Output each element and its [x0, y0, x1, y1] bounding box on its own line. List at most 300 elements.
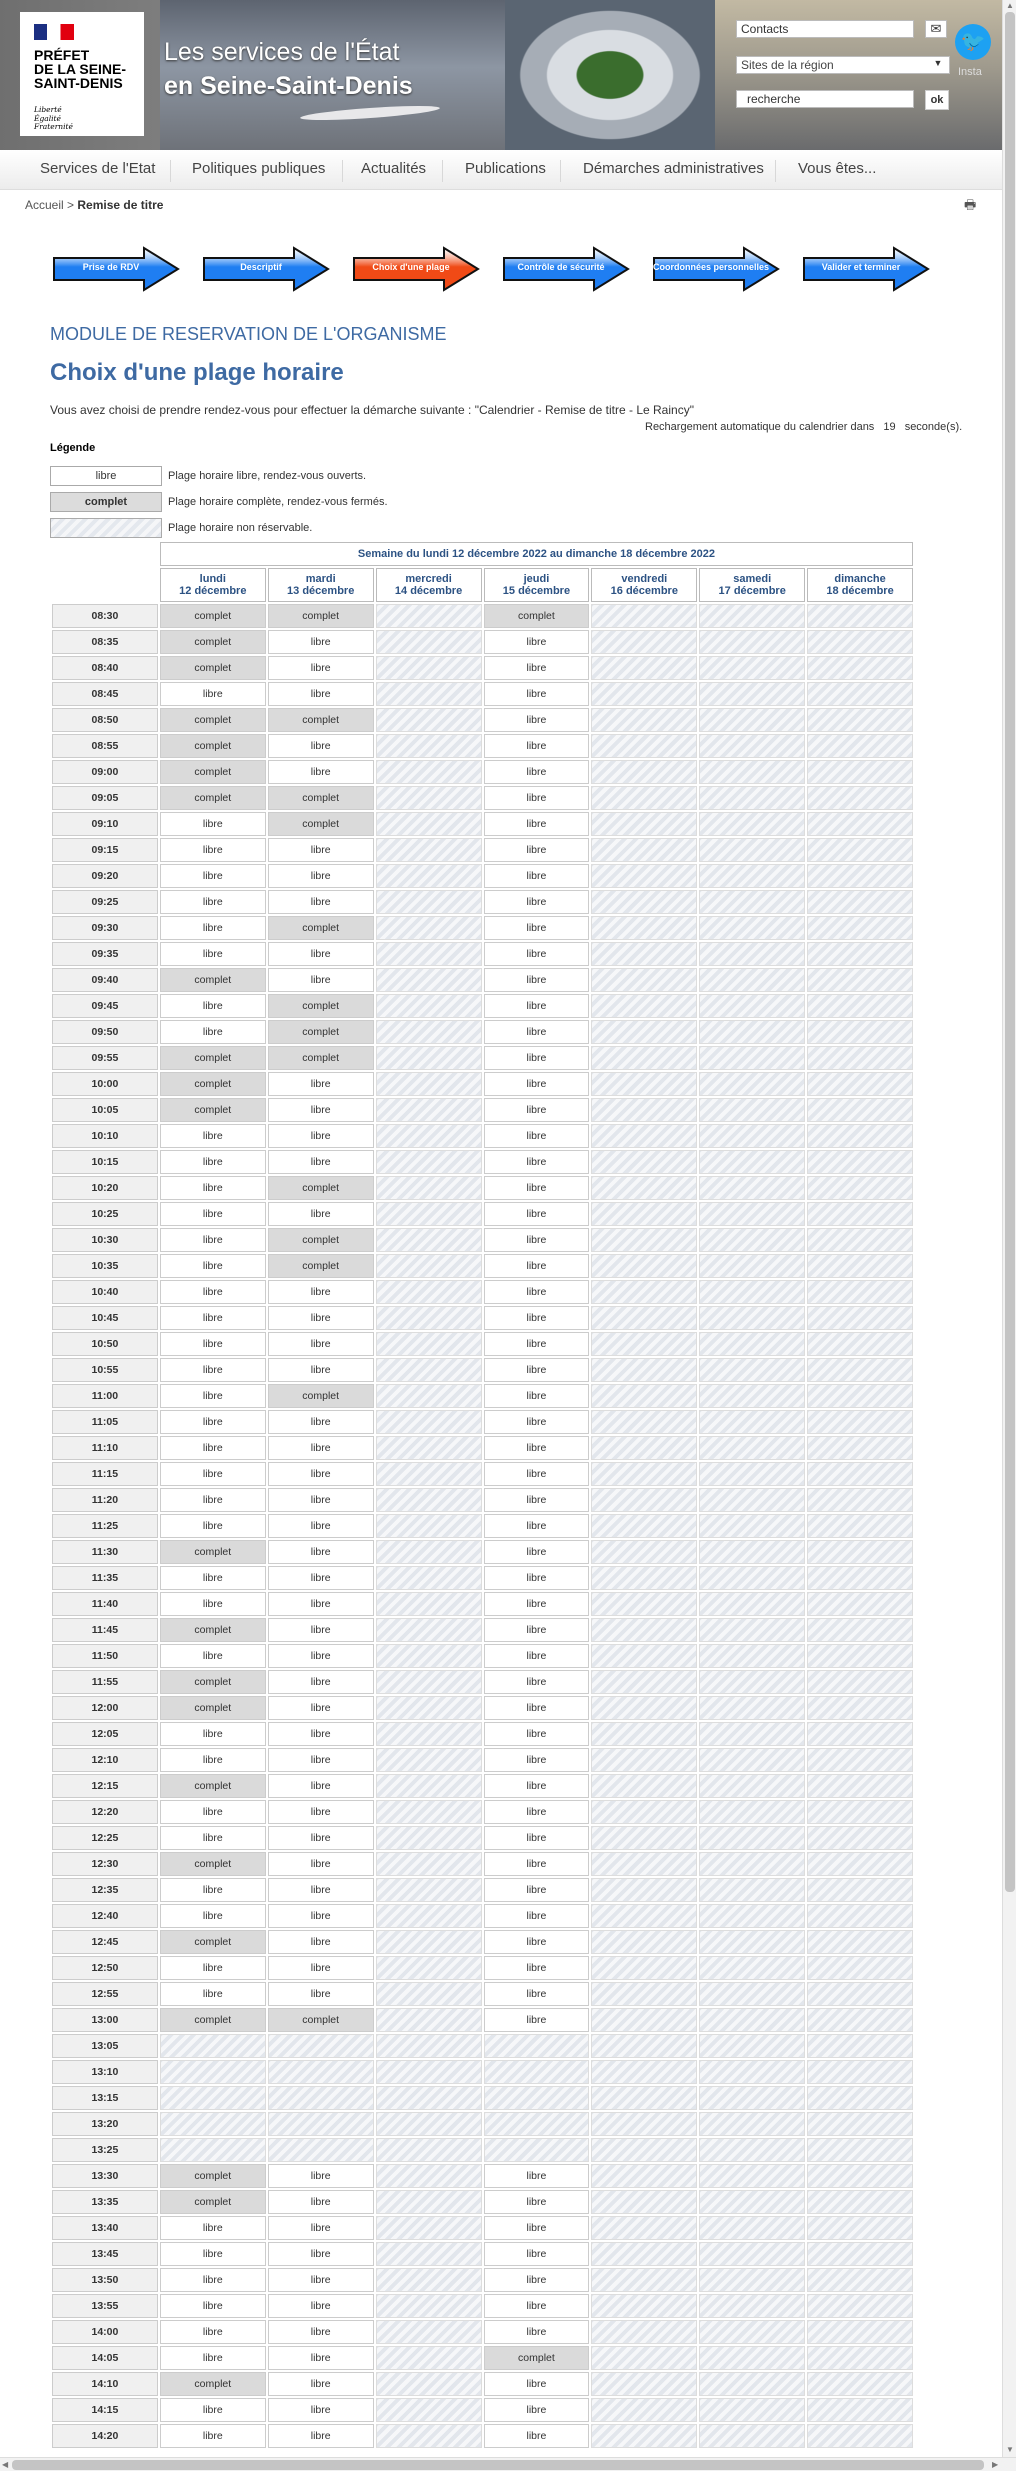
- slot-free[interactable]: libre: [268, 1904, 374, 1928]
- slot-full: complet: [160, 1774, 266, 1798]
- slot-free[interactable]: libre: [268, 1826, 374, 1850]
- slot-free[interactable]: libre: [268, 2346, 374, 2370]
- time-label: 11:40: [52, 1592, 158, 1616]
- time-label: 11:50: [52, 1644, 158, 1668]
- slot-unavailable: [376, 1774, 482, 1798]
- slot-free[interactable]: libre: [160, 994, 266, 1018]
- slot-unavailable: [376, 1098, 482, 1122]
- table-row: [52, 2424, 913, 2448]
- slot-unavailable: [376, 1176, 482, 1200]
- nav-item-vous-etes[interactable]: Vous êtes...: [798, 160, 877, 177]
- slot-free[interactable]: libre: [160, 1436, 266, 1460]
- scroll-left-icon[interactable]: ◀: [2, 2460, 9, 2469]
- slot-free[interactable]: libre: [160, 1358, 266, 1382]
- slot-free[interactable]: libre: [484, 1462, 590, 1486]
- horizontal-scrollbar[interactable]: [0, 2457, 1016, 2471]
- slot-full: complet: [268, 812, 374, 836]
- slot-free[interactable]: libre: [268, 1982, 374, 2006]
- slot-free[interactable]: libre: [268, 864, 374, 888]
- slot-unavailable: [807, 760, 913, 784]
- prefecture-logo[interactable]: [20, 12, 144, 136]
- slot-free[interactable]: libre: [160, 1306, 266, 1330]
- slot-free[interactable]: libre: [484, 1150, 590, 1174]
- slot-free[interactable]: libre: [484, 656, 590, 680]
- slot-free[interactable]: libre: [484, 838, 590, 862]
- slot-free[interactable]: libre: [268, 1930, 374, 1954]
- slot-free[interactable]: libre: [268, 890, 374, 914]
- slot-free[interactable]: libre: [268, 2164, 374, 2188]
- slot-unavailable: [699, 1332, 805, 1356]
- slot-free[interactable]: libre: [268, 1150, 374, 1174]
- slot-free[interactable]: libre: [484, 890, 590, 914]
- nav-item-services[interactable]: Services de l'Etat: [40, 160, 156, 177]
- slot-free[interactable]: libre: [484, 1566, 590, 1590]
- slot-free[interactable]: libre: [268, 1878, 374, 1902]
- slot-unavailable: [376, 1228, 482, 1252]
- slot-free[interactable]: libre: [268, 630, 374, 654]
- slot-unavailable: [160, 2138, 266, 2162]
- slot-unavailable: [591, 1176, 697, 1200]
- slot-free[interactable]: libre: [268, 1592, 374, 1616]
- slot-free[interactable]: libre: [268, 1124, 374, 1148]
- slot-free[interactable]: libre: [484, 1358, 590, 1382]
- slot-free[interactable]: libre: [484, 1826, 590, 1850]
- slot-free[interactable]: libre: [160, 1982, 266, 2006]
- slot-free[interactable]: libre: [484, 1644, 590, 1668]
- slot-free[interactable]: libre: [268, 1332, 374, 1356]
- slot-unavailable: [376, 1566, 482, 1590]
- slot-free[interactable]: libre: [484, 1306, 590, 1330]
- slot-free[interactable]: libre: [484, 1046, 590, 1070]
- slot-free[interactable]: libre: [160, 1202, 266, 1226]
- slot-unavailable: [591, 708, 697, 732]
- time-label: 11:30: [52, 1540, 158, 1564]
- table-row: [52, 994, 913, 1018]
- slot-unavailable: [591, 2398, 697, 2422]
- slot-free[interactable]: libre: [484, 2320, 590, 2344]
- slot-free[interactable]: libre: [160, 838, 266, 862]
- slot-unavailable: [699, 968, 805, 992]
- header-spacer: [52, 568, 158, 602]
- slot-free[interactable]: libre: [484, 1878, 590, 1902]
- slot-free[interactable]: libre: [160, 1592, 266, 1616]
- slot-unavailable: [807, 1826, 913, 1850]
- slot-free[interactable]: libre: [160, 1826, 266, 1850]
- table-row: [52, 2398, 913, 2422]
- slot-unavailable: [376, 2294, 482, 2318]
- scroll-up-icon[interactable]: ▲: [1006, 1, 1014, 10]
- slot-free[interactable]: libre: [268, 1540, 374, 1564]
- slot-free[interactable]: libre: [160, 1228, 266, 1252]
- sites-region-select[interactable]: Sites de la région: [736, 56, 950, 74]
- slot-unavailable: [699, 1904, 805, 1928]
- slot-free[interactable]: libre: [484, 1774, 590, 1798]
- table-row: [52, 1358, 913, 1382]
- slot-free[interactable]: libre: [268, 1202, 374, 1226]
- slot-free[interactable]: libre: [160, 1566, 266, 1590]
- slot-free[interactable]: libre: [268, 1072, 374, 1096]
- slot-free[interactable]: libre: [268, 1306, 374, 1330]
- slot-unavailable: [807, 942, 913, 966]
- slot-free[interactable]: libre: [484, 760, 590, 784]
- slot-free[interactable]: libre: [268, 1410, 374, 1434]
- time-label: 10:10: [52, 1124, 158, 1148]
- slot-free[interactable]: libre: [268, 1852, 374, 1876]
- slot-unavailable: [807, 812, 913, 836]
- slot-free[interactable]: libre: [484, 1592, 590, 1616]
- day-name: mercredi: [405, 573, 452, 585]
- slot-unavailable: [376, 1358, 482, 1382]
- slot-free[interactable]: libre: [268, 1566, 374, 1590]
- slot-free[interactable]: libre: [484, 942, 590, 966]
- slot-free[interactable]: libre: [484, 1098, 590, 1122]
- slot-free[interactable]: libre: [484, 2008, 590, 2032]
- step-label: Contrôle de sécurité: [517, 262, 605, 272]
- reload-before: Rechargement automatique du calendrier dans: [645, 421, 875, 433]
- slot-free[interactable]: libre: [484, 734, 590, 758]
- slot-free[interactable]: libre: [268, 2424, 374, 2448]
- slot-full: complet: [160, 786, 266, 810]
- slot-free[interactable]: libre: [160, 2398, 266, 2422]
- slot-unavailable: [699, 942, 805, 966]
- slot-full: complet: [160, 1072, 266, 1096]
- slot-free[interactable]: libre: [484, 1280, 590, 1304]
- vertical-scrollbar[interactable]: [1002, 0, 1016, 2457]
- slot-free[interactable]: libre: [484, 2424, 590, 2448]
- twitter-icon[interactable]: 🐦: [955, 24, 991, 60]
- slot-free[interactable]: libre: [268, 2216, 374, 2240]
- slot-unavailable: [699, 682, 805, 706]
- slot-free[interactable]: libre: [484, 1332, 590, 1356]
- slot-free[interactable]: libre: [160, 942, 266, 966]
- slot-unavailable: [807, 604, 913, 628]
- slot-unavailable: [591, 1930, 697, 1954]
- slot-full: complet: [268, 1176, 374, 1200]
- slot-free[interactable]: libre: [484, 708, 590, 732]
- slot-unavailable: [484, 2138, 590, 2162]
- slot-free[interactable]: libre: [160, 916, 266, 940]
- slot-unavailable: [699, 1514, 805, 1538]
- slot-free[interactable]: libre: [160, 1956, 266, 1980]
- slot-full: complet: [484, 604, 590, 628]
- slot-free[interactable]: libre: [268, 2294, 374, 2318]
- scroll-right-icon[interactable]: ▶: [992, 2460, 999, 2469]
- slot-free[interactable]: libre: [160, 1514, 266, 1538]
- slot-unavailable: [376, 1124, 482, 1148]
- header-photo-stadium: [505, 0, 715, 150]
- slot-unavailable: [699, 2164, 805, 2188]
- nav-item-actualites[interactable]: Actualités: [361, 160, 427, 177]
- mail-icon[interactable]: ✉: [925, 20, 947, 38]
- step-0: [52, 246, 182, 292]
- slot-free[interactable]: libre: [484, 1956, 590, 1980]
- nav-separator: [775, 160, 776, 182]
- slot-free[interactable]: libre: [484, 1410, 590, 1434]
- time-label: 14:10: [52, 2372, 158, 2396]
- slot-free[interactable]: libre: [268, 2320, 374, 2344]
- marianne-flag-icon: [34, 24, 74, 40]
- slot-free[interactable]: libre: [484, 2398, 590, 2422]
- header-spacer: [52, 542, 158, 566]
- table-row: [52, 2294, 913, 2318]
- time-label: 10:35: [52, 1254, 158, 1278]
- slot-free[interactable]: libre: [268, 1358, 374, 1382]
- slot-free[interactable]: libre: [484, 1748, 590, 1772]
- slot-free[interactable]: libre: [484, 812, 590, 836]
- slot-free[interactable]: libre: [268, 968, 374, 992]
- slot-unavailable: [376, 1462, 482, 1486]
- slot-free[interactable]: libre: [160, 1410, 266, 1434]
- slot-unavailable: [591, 1644, 697, 1668]
- table-row: [52, 1670, 913, 1694]
- slot-free[interactable]: libre: [268, 2398, 374, 2422]
- table-row: [52, 1410, 913, 1434]
- slot-free[interactable]: libre: [268, 1800, 374, 1824]
- slot-free[interactable]: libre: [268, 942, 374, 966]
- slot-unavailable: [807, 2164, 913, 2188]
- slot-full: complet: [268, 786, 374, 810]
- slot-free[interactable]: libre: [160, 2424, 266, 2448]
- slot-unavailable: [376, 2242, 482, 2266]
- slot-free[interactable]: libre: [268, 734, 374, 758]
- slot-unavailable: [591, 2034, 697, 2058]
- slot-free[interactable]: libre: [268, 1514, 374, 1538]
- time-label: 14:20: [52, 2424, 158, 2448]
- slot-free[interactable]: libre: [268, 682, 374, 706]
- time-label: 13:40: [52, 2216, 158, 2240]
- slot-free[interactable]: libre: [484, 1020, 590, 1044]
- time-label: 11:25: [52, 1514, 158, 1538]
- slot-unavailable: [699, 1488, 805, 1512]
- slot-free[interactable]: libre: [484, 2190, 590, 2214]
- nav-item-publications[interactable]: Publications: [465, 160, 546, 177]
- slot-free[interactable]: libre: [484, 786, 590, 810]
- vertical-scroll-thumb[interactable]: [1005, 12, 1015, 1892]
- slot-free[interactable]: libre: [484, 1384, 590, 1408]
- time-label: 10:40: [52, 1280, 158, 1304]
- breadcrumb-separator: >: [63, 198, 78, 212]
- slot-free[interactable]: libre: [268, 838, 374, 862]
- slot-free[interactable]: libre: [268, 1462, 374, 1486]
- slot-free[interactable]: libre: [268, 1748, 374, 1772]
- slot-free[interactable]: libre: [484, 1540, 590, 1564]
- time-label: 08:30: [52, 604, 158, 628]
- print-icon[interactable]: 🖶: [964, 197, 977, 212]
- slot-free[interactable]: libre: [484, 1202, 590, 1226]
- table-row: [52, 1436, 913, 1460]
- time-label: 12:20: [52, 1800, 158, 1824]
- slot-unavailable: [807, 2034, 913, 2058]
- breadcrumb: [25, 198, 163, 212]
- slot-unavailable: [591, 1618, 697, 1642]
- day-header: [591, 568, 697, 602]
- slot-free[interactable]: libre: [484, 2164, 590, 2188]
- slot-free[interactable]: libre: [268, 1696, 374, 1720]
- slot-free[interactable]: libre: [160, 1748, 266, 1772]
- slot-unavailable: [376, 1332, 482, 1356]
- slot-unavailable: [591, 1696, 697, 1720]
- slot-free[interactable]: libre: [268, 760, 374, 784]
- slot-unavailable: [807, 1566, 913, 1590]
- contacts-link[interactable]: Contacts: [736, 20, 914, 38]
- slot-free[interactable]: libre: [484, 1436, 590, 1460]
- breadcrumb-home[interactable]: Accueil: [25, 198, 64, 212]
- slot-free[interactable]: libre: [160, 1800, 266, 1824]
- slot-free[interactable]: libre: [160, 2216, 266, 2240]
- slot-free[interactable]: libre: [268, 1956, 374, 1980]
- slot-free[interactable]: libre: [160, 1644, 266, 1668]
- slot-free[interactable]: libre: [160, 1020, 266, 1044]
- slot-unavailable: [591, 2372, 697, 2396]
- slot-free[interactable]: libre: [160, 1124, 266, 1148]
- time-label: 13:25: [52, 2138, 158, 2162]
- slot-free[interactable]: libre: [160, 2320, 266, 2344]
- time-label: 13:15: [52, 2086, 158, 2110]
- slot-free[interactable]: libre: [160, 2268, 266, 2292]
- instagram-icon[interactable]: Insta: [958, 66, 982, 78]
- slot-unavailable: [591, 1254, 697, 1278]
- slot-free[interactable]: libre: [160, 2346, 266, 2370]
- slot-free[interactable]: libre: [268, 2372, 374, 2396]
- slot-free[interactable]: libre: [160, 1904, 266, 1928]
- chevron-down-icon[interactable]: ▼: [933, 58, 943, 68]
- slot-free[interactable]: libre: [484, 2372, 590, 2396]
- table-row: [52, 1072, 913, 1096]
- slot-free[interactable]: libre: [160, 1150, 266, 1174]
- slot-free[interactable]: libre: [484, 1228, 590, 1252]
- slot-unavailable: [699, 812, 805, 836]
- slot-free[interactable]: libre: [160, 1332, 266, 1356]
- search-input[interactable]: recherche: [736, 90, 914, 108]
- slot-free[interactable]: libre: [484, 1930, 590, 1954]
- slot-unavailable: [268, 2086, 374, 2110]
- slot-free[interactable]: libre: [268, 1774, 374, 1798]
- nav-item-politiques[interactable]: Politiques publiques: [192, 160, 326, 177]
- slot-unavailable: [376, 1982, 482, 2006]
- search-ok-button[interactable]: ok: [925, 90, 949, 110]
- slot-free[interactable]: libre: [268, 1644, 374, 1668]
- slot-free[interactable]: libre: [484, 1722, 590, 1746]
- time-label: 11:35: [52, 1566, 158, 1590]
- slot-free[interactable]: libre: [160, 2242, 266, 2266]
- slot-unavailable: [699, 1566, 805, 1590]
- scroll-down-icon[interactable]: ▼: [1006, 2445, 1014, 2454]
- slot-unavailable: [376, 1254, 482, 1278]
- slot-free[interactable]: libre: [484, 916, 590, 940]
- slot-free[interactable]: libre: [268, 1436, 374, 1460]
- nav-separator: [342, 160, 343, 182]
- slot-free[interactable]: libre: [268, 2268, 374, 2292]
- slot-free[interactable]: libre: [484, 1904, 590, 1928]
- slot-free[interactable]: libre: [160, 1488, 266, 1512]
- day-date: 16 décembre: [610, 585, 678, 597]
- slot-free[interactable]: libre: [268, 1098, 374, 1122]
- slot-free[interactable]: libre: [268, 1670, 374, 1694]
- slot-free[interactable]: libre: [484, 1254, 590, 1278]
- slot-free[interactable]: libre: [484, 2294, 590, 2318]
- slot-unavailable: [699, 890, 805, 914]
- slot-unavailable: [376, 1072, 482, 1096]
- slot-free[interactable]: libre: [160, 1722, 266, 1746]
- slot-unavailable: [807, 1722, 913, 1746]
- slot-unavailable: [591, 1540, 697, 1564]
- day-name: jeudi: [523, 573, 550, 585]
- slot-unavailable: [699, 656, 805, 680]
- slot-free[interactable]: libre: [268, 1722, 374, 1746]
- slot-full: complet: [160, 708, 266, 732]
- slot-unavailable: [591, 2164, 697, 2188]
- slot-free[interactable]: libre: [160, 2294, 266, 2318]
- slot-free[interactable]: libre: [268, 656, 374, 680]
- slot-free[interactable]: libre: [268, 1280, 374, 1304]
- slot-free[interactable]: libre: [484, 1176, 590, 1200]
- slot-unavailable: [699, 1878, 805, 1902]
- slot-unavailable: [699, 1540, 805, 1564]
- slot-free[interactable]: libre: [160, 682, 266, 706]
- time-label: 08:35: [52, 630, 158, 654]
- horizontal-scroll-thumb[interactable]: [12, 2460, 984, 2470]
- slot-free[interactable]: libre: [160, 1878, 266, 1902]
- slot-free[interactable]: libre: [484, 1670, 590, 1694]
- slot-free[interactable]: libre: [268, 2242, 374, 2266]
- slot-free[interactable]: libre: [160, 812, 266, 836]
- time-label: 12:10: [52, 1748, 158, 1772]
- slot-free[interactable]: libre: [160, 864, 266, 888]
- slot-free[interactable]: libre: [484, 1982, 590, 2006]
- slot-free[interactable]: libre: [484, 630, 590, 654]
- slot-free[interactable]: libre: [160, 890, 266, 914]
- slot-free[interactable]: libre: [484, 682, 590, 706]
- slot-free[interactable]: libre: [484, 1488, 590, 1512]
- day-header: [376, 568, 482, 602]
- table-row: [52, 2008, 913, 2032]
- slot-free[interactable]: libre: [268, 2190, 374, 2214]
- slot-free[interactable]: libre: [484, 864, 590, 888]
- slot-free[interactable]: libre: [484, 968, 590, 992]
- slot-free[interactable]: libre: [484, 1800, 590, 1824]
- slot-free[interactable]: libre: [160, 1462, 266, 1486]
- time-label: 10:20: [52, 1176, 158, 1200]
- slot-free[interactable]: libre: [484, 2242, 590, 2266]
- slot-free[interactable]: libre: [160, 1280, 266, 1304]
- slot-free[interactable]: libre: [484, 1072, 590, 1096]
- slot-free[interactable]: libre: [484, 1618, 590, 1642]
- slot-full: complet: [160, 2008, 266, 2032]
- slot-free[interactable]: libre: [484, 1696, 590, 1720]
- slot-free[interactable]: libre: [484, 1514, 590, 1538]
- slot-free[interactable]: libre: [484, 1124, 590, 1148]
- slot-free[interactable]: libre: [160, 1384, 266, 1408]
- time-label: 12:45: [52, 1930, 158, 1954]
- nav-separator: [170, 160, 171, 182]
- slot-unavailable: [376, 838, 482, 862]
- slot-unavailable: [591, 1904, 697, 1928]
- slot-free[interactable]: libre: [268, 1618, 374, 1642]
- slot-free[interactable]: libre: [484, 994, 590, 1018]
- time-label: 12:30: [52, 1852, 158, 1876]
- slot-unavailable: [591, 1800, 697, 1824]
- slot-unavailable: [376, 786, 482, 810]
- slot-free[interactable]: libre: [160, 1254, 266, 1278]
- slot-free[interactable]: libre: [484, 2216, 590, 2240]
- slot-free[interactable]: libre: [268, 1488, 374, 1512]
- slot-unavailable: [699, 1852, 805, 1876]
- time-label: 13:35: [52, 2190, 158, 2214]
- slot-free[interactable]: libre: [484, 2268, 590, 2292]
- nav-item-demarches[interactable]: Démarches administratives: [583, 160, 764, 177]
- slot-free[interactable]: libre: [484, 1852, 590, 1876]
- slot-free[interactable]: libre: [160, 1176, 266, 1200]
